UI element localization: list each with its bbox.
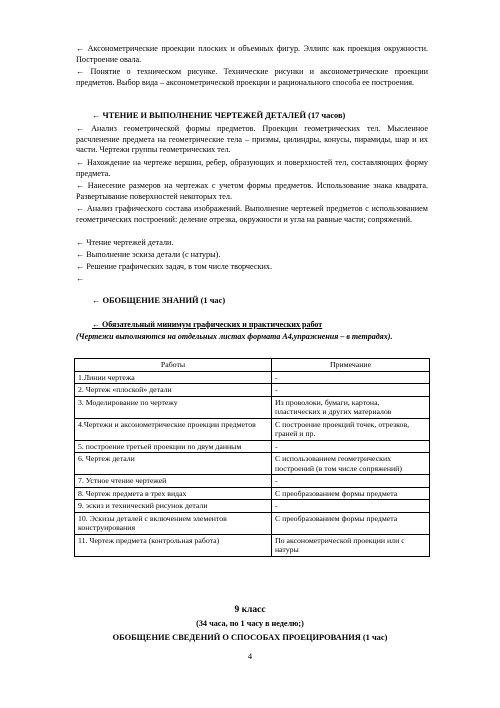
- note-cell: По аксонометрической проекции или с натуры: [272, 534, 430, 556]
- header-works: Работы: [75, 359, 272, 372]
- work-cell: 10. Эскизы деталей с включением элементов конструирования: [75, 512, 272, 534]
- work-cell: 1.Линии чертежа: [75, 371, 272, 384]
- note-cell: -: [272, 371, 430, 384]
- table-row: [75, 371, 430, 384]
- table-row: [75, 418, 430, 440]
- table-row: [75, 487, 430, 500]
- list-item: ← Анализ геометрической формы предметов. Проекции геометрических тел. Мысленное расчленение предмета на геометрические тела – призмы, цилиндры, конусы, пирамиды, шар и их части. Чертежи группы геометрических тел.: [76, 124, 428, 154]
- list-item: ← Анализ графического состава изображений. Выполнение чертежей предметов с использованием геометрических построений: деление отрезка, окружности и угла на равные части; сопряжений.: [76, 204, 428, 224]
- list-item: ← Нахождение на чертеже вершин, ребер, образующих и поверхностей тел, составляющих форму предмета.: [76, 158, 428, 178]
- list-item: ← Решение графических задач, в том числе творческих.: [76, 262, 273, 271]
- table-row: [75, 500, 430, 513]
- work-cell: 8. Чертеж предмета в трех видах: [75, 487, 272, 500]
- header-note: Примечание: [272, 359, 430, 372]
- paragraph-technical-drawing: ← Понятие о техническом рисунке. Технические рисунки и аксонометрические проекции предметов. Выбор вида – аксонометрической проекции и рационального способа ее построения.: [76, 67, 428, 87]
- page-number: 4: [247, 651, 253, 661]
- grade-title: 9 класс: [234, 605, 266, 615]
- paragraph-axonometric: ← Аксонометрические проекции плоских и объемных фигур. Эллипс как проекция окружности. Построение овала.: [76, 44, 428, 64]
- note-cell: -: [272, 384, 430, 397]
- section-heading-summary: ← ОБОБЩЕНИЕ ЗНАНИЙ (1 час): [92, 296, 226, 305]
- note-cell: С преобразованием формы предмета: [272, 512, 430, 534]
- works-table: [74, 358, 430, 557]
- work-cell: 2. Чертеж «плоской» детали: [75, 384, 272, 397]
- work-cell: 3. Моделирование по чертежу: [75, 396, 272, 418]
- work-cell: 6. Чертеж детали: [75, 453, 272, 475]
- table-row: [75, 453, 430, 475]
- minimum-works-note: (Чертежи выполняются на отдельных листах формата А4,упражнения – в тетрадях).: [76, 332, 393, 341]
- grade-section-heading: ОБОБЩЕНИЕ СВЕДЕНИЙ О СПОСОБАХ ПРОЕЦИРОВАНИЯ (1 час): [112, 633, 388, 642]
- note-cell: -: [272, 440, 430, 453]
- note-cell: Из проволоки, бумаги, картона, пластических и других материалов: [272, 396, 430, 418]
- note-cell: -: [272, 475, 430, 488]
- work-cell: 7. Устное чтение чертежей: [75, 475, 272, 488]
- list-item: ← Нанесение размеров на чертежах с учетом формы предметов. Использование знака квадрата. Развертывание поверхностей некоторых тел.: [76, 181, 428, 201]
- note-cell: С использованием геометрических построений (в том числе сопряжений): [272, 453, 430, 475]
- note-cell: С построение проекций точек, отрезков, граней и пр.: [272, 418, 430, 440]
- table-row: [75, 475, 430, 488]
- minimum-works-heading: ← Обязательный минимум графических и практических работ: [92, 320, 323, 329]
- note-cell: -: [272, 500, 430, 513]
- table-row: [75, 396, 430, 418]
- work-cell: 4.Чертежи и аксонометрические проекции предметов: [75, 418, 272, 440]
- table-row: [75, 440, 430, 453]
- list-item: ← Выполнение эскиза детали (с натуры).: [76, 250, 221, 259]
- work-cell: 5. построение третьей проекции по двум данным: [75, 440, 272, 453]
- work-cell: 9. эскиз и технический рисунок детали: [75, 500, 272, 513]
- section-heading-reading-drawings: ← ЧТЕНИЕ И ВЫПОЛНЕНИЕ ЧЕРТЕЖЕЙ ДЕТАЛЕЙ (17 часов): [92, 111, 346, 120]
- table-header-row: [75, 359, 430, 372]
- grade-hours: (34 часа, по 1 часу в неделю;): [196, 619, 304, 628]
- list-item: ←: [76, 274, 85, 283]
- table-row: [75, 512, 430, 534]
- table-row: [75, 384, 430, 397]
- work-cell: 11. Чертеж предмета (контрольная работа): [75, 534, 272, 556]
- table-row: [75, 534, 430, 556]
- note-cell: С преобразованием формы предмета: [272, 487, 430, 500]
- list-item: ← Чтение чертежей детали.: [76, 238, 174, 247]
